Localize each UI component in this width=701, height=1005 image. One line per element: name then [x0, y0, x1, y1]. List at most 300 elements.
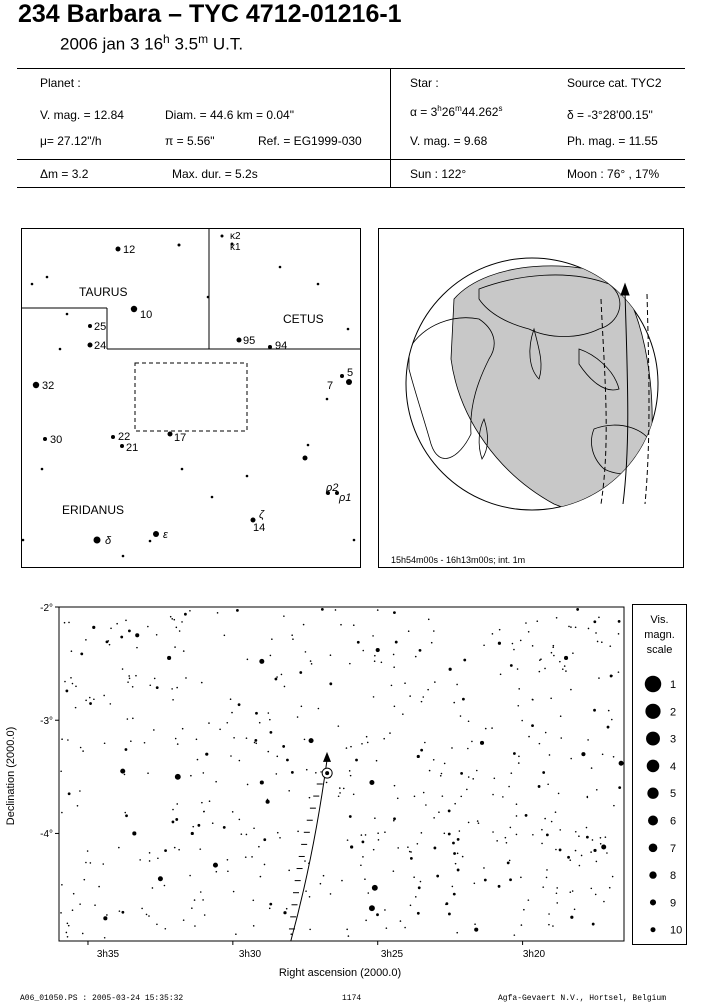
faint-star [72, 909, 74, 911]
legend-label: 3 [670, 733, 677, 746]
legend-dot [651, 927, 656, 932]
faint-star [570, 689, 572, 691]
faint-star [71, 650, 73, 652]
faint-star [550, 697, 552, 699]
faint-star [556, 617, 558, 619]
faint-star [575, 831, 577, 833]
faint-star [539, 743, 541, 745]
info-bottom-rule [17, 187, 685, 188]
chart-star [92, 626, 95, 629]
star-label: ε [163, 529, 168, 541]
faint-star [330, 893, 332, 895]
faint-star [226, 722, 228, 724]
legend-dot [649, 871, 656, 878]
star-dot [268, 345, 272, 349]
faint-star [68, 622, 70, 624]
star-dot [221, 235, 224, 238]
faint-star [409, 695, 411, 697]
faint-star [255, 743, 257, 745]
faint-star [106, 914, 108, 916]
faint-star [361, 834, 363, 836]
faint-star [216, 871, 218, 873]
faint-star [542, 886, 544, 888]
faint-star [315, 772, 317, 774]
faint-star [148, 915, 150, 917]
faint-star [338, 725, 340, 727]
faint-star [516, 815, 518, 817]
faint-star [516, 834, 518, 836]
star-dot [307, 444, 310, 447]
faint-star [343, 788, 345, 790]
faint-star [233, 891, 235, 893]
star-label: 10 [140, 309, 153, 321]
event-datetime [60, 32, 243, 55]
faint-star [170, 616, 172, 618]
legend-label: 5 [670, 788, 677, 801]
faint-star [329, 682, 332, 685]
faint-star [541, 843, 543, 845]
faint-star [182, 728, 184, 730]
faint-star [217, 612, 219, 614]
legend-dot [650, 899, 656, 905]
star-dot [178, 244, 181, 247]
faint-star [453, 852, 456, 855]
faint-star [612, 876, 614, 878]
faint-star [592, 839, 594, 841]
faint-star [165, 928, 167, 930]
faint-star [457, 853, 459, 855]
chart-star [213, 863, 218, 868]
faint-star [424, 742, 426, 744]
faint-star [590, 851, 592, 853]
faint-star [60, 770, 62, 772]
faint-star [190, 775, 192, 777]
page-title: 234 Barbara – TYC 4712-01216-1 [18, 0, 402, 28]
faint-star [66, 932, 68, 934]
star-label: 12 [123, 244, 136, 256]
faint-star [60, 912, 62, 914]
faint-star [502, 796, 504, 798]
faint-star [132, 718, 134, 720]
legend-label: 6 [670, 815, 677, 828]
faint-star [559, 829, 561, 831]
faint-star [203, 772, 205, 774]
faint-star [545, 732, 547, 734]
faint-star [410, 851, 412, 853]
chart-star [120, 769, 125, 774]
faint-star [404, 682, 406, 684]
faint-star [154, 678, 156, 680]
faint-star [152, 887, 154, 889]
event-minutes: 3.5 [169, 34, 199, 54]
faint-star [598, 677, 600, 679]
faint-star [350, 775, 352, 777]
faint-star [595, 632, 597, 634]
faint-star [128, 675, 130, 677]
faint-star [556, 887, 558, 889]
faint-star [121, 911, 124, 914]
faint-star [185, 677, 187, 679]
star-label: 32 [42, 380, 55, 392]
faint-star [277, 832, 279, 834]
faint-star [440, 775, 442, 777]
faint-star [67, 739, 69, 741]
faint-star [197, 824, 200, 827]
faint-star [204, 914, 206, 916]
faint-star [141, 908, 143, 910]
faint-star [552, 925, 554, 927]
faint-star [258, 846, 260, 848]
info-top-rule [17, 68, 685, 69]
faint-star [130, 740, 132, 742]
faint-star [393, 870, 395, 872]
faint-star [553, 645, 555, 647]
faint-star [139, 859, 141, 861]
star-dot [59, 348, 62, 351]
faint-star [230, 755, 232, 757]
star-label: 22 [118, 431, 131, 443]
faint-star [618, 633, 620, 635]
faint-star [179, 630, 181, 632]
faint-star [520, 640, 522, 642]
faint-star [496, 840, 498, 842]
chart-star [205, 753, 208, 756]
chart-star [372, 885, 378, 891]
faint-star [286, 759, 289, 762]
faint-star [453, 893, 456, 896]
star-dot [116, 247, 121, 252]
faint-star [452, 842, 455, 845]
faint-star [389, 732, 391, 734]
faint-star [153, 729, 155, 731]
faint-star [477, 820, 479, 822]
chart-star [167, 656, 171, 660]
faint-star [178, 849, 180, 851]
faint-star [513, 752, 516, 755]
faint-star [558, 793, 560, 795]
faint-star [103, 695, 105, 697]
detail-star-chart [0, 596, 701, 986]
star-dot [88, 324, 92, 328]
faint-star [64, 622, 66, 624]
faint-star [365, 920, 367, 922]
footer-credit: Agfa-Gevaert N.V., Hortsel, Belgium [498, 994, 667, 1003]
constellation-eridanus: ERIDANUS [62, 503, 125, 517]
faint-star [532, 645, 534, 647]
planet-heading: Planet : [40, 76, 81, 90]
faint-star [548, 913, 550, 915]
faint-star [80, 747, 82, 749]
faint-star [460, 715, 462, 717]
alpha-sec: 44.262 [461, 105, 499, 119]
chart-star [593, 849, 596, 852]
faint-star [431, 642, 433, 644]
faint-star [442, 795, 444, 797]
faint-star [574, 909, 576, 911]
faint-star [506, 842, 508, 844]
faint-star [85, 639, 87, 641]
faint-star [212, 822, 214, 824]
faint-star [309, 929, 311, 931]
faint-star [176, 803, 178, 805]
alpha-m: m [455, 104, 462, 113]
xtick-label: 3h20 [522, 949, 546, 960]
faint-star [517, 705, 519, 707]
faint-star [608, 710, 610, 712]
faint-star [311, 663, 313, 665]
star-label: ρ2 [326, 482, 339, 494]
faint-star [284, 686, 286, 688]
faint-star [172, 809, 174, 811]
info-mid-rule [17, 159, 685, 160]
faint-star [326, 782, 328, 784]
faint-star [410, 904, 412, 906]
faint-star [551, 652, 553, 654]
faint-star [400, 920, 402, 922]
faint-star [454, 803, 456, 805]
alpha-prefix: α = 3 [410, 105, 438, 119]
faint-star [241, 833, 243, 835]
faint-star [420, 749, 423, 752]
faint-star [609, 887, 611, 889]
star-dot [131, 306, 137, 312]
faint-star [110, 628, 112, 630]
faint-star [122, 668, 124, 670]
faint-star [297, 831, 299, 833]
faint-star [410, 857, 413, 860]
faint-star [276, 773, 278, 775]
faint-star [353, 624, 355, 626]
faint-star [172, 699, 174, 701]
faint-star [448, 913, 451, 916]
faint-star [421, 701, 423, 703]
faint-star [494, 777, 496, 779]
faint-star [201, 682, 203, 684]
faint-star [357, 641, 360, 644]
chart-star [350, 845, 353, 848]
faint-star [539, 671, 541, 673]
faint-star [597, 641, 599, 643]
star-source: Source cat. TYC2 [567, 76, 662, 90]
legend-title-line: magn. [644, 629, 675, 641]
faint-star [498, 885, 501, 888]
star-dot [120, 444, 124, 448]
faint-star [598, 617, 600, 619]
faint-star [448, 810, 451, 813]
faint-star [586, 827, 588, 829]
faint-star [419, 649, 422, 652]
faint-star [171, 618, 173, 620]
star-dot [66, 313, 69, 316]
faint-star [483, 867, 485, 869]
faint-star [61, 738, 63, 740]
faint-star [468, 776, 470, 778]
faint-star [559, 849, 562, 852]
faint-star [459, 830, 461, 832]
faint-star [516, 803, 518, 805]
faint-star [85, 862, 87, 864]
faint-star [360, 864, 362, 866]
faint-star [176, 687, 178, 689]
faint-star [270, 655, 272, 657]
xtick-label: 3h25 [380, 949, 404, 960]
faint-star [303, 624, 305, 626]
delta-mag: Δm = 3.2 [40, 167, 89, 181]
faint-star [67, 936, 69, 938]
faint-star [436, 875, 439, 878]
faint-star [377, 832, 379, 834]
faint-star [318, 708, 320, 710]
faint-star [346, 747, 348, 749]
faint-star [551, 821, 553, 823]
legend-label: 9 [670, 897, 677, 910]
faint-star [460, 796, 462, 798]
faint-star [417, 843, 419, 845]
faint-star [393, 666, 395, 668]
legend-title-line: Vis. [650, 614, 669, 626]
faint-star [85, 700, 87, 702]
faint-star [301, 706, 303, 708]
faint-star [423, 792, 425, 794]
faint-star [305, 651, 307, 653]
star-delta: δ = -3°28'00.15" [567, 108, 653, 122]
faint-star [538, 785, 541, 788]
faint-star [468, 720, 470, 722]
star-dot [317, 283, 320, 286]
faint-star [362, 650, 364, 652]
globe-caption: 15h54m00s - 16h13m00s; int. 1m [391, 555, 526, 565]
faint-star [304, 739, 306, 741]
faint-star [349, 770, 351, 772]
faint-star [586, 836, 589, 839]
faint-star [309, 797, 311, 799]
faint-star [560, 737, 562, 739]
faint-star [404, 927, 406, 929]
faint-star [125, 620, 127, 622]
faint-star [510, 664, 513, 667]
field-rectangle [135, 363, 247, 431]
planet-vmag: V. mag. = 12.84 [40, 108, 124, 122]
faint-star [451, 747, 453, 749]
faint-star [474, 923, 476, 925]
faint-star [548, 924, 550, 926]
legend-svg [633, 605, 686, 944]
faint-star [61, 812, 63, 814]
chart-star [619, 761, 624, 766]
faint-star [304, 860, 306, 862]
faint-star [434, 847, 437, 850]
faint-star [70, 677, 72, 679]
faint-star [239, 760, 241, 762]
faint-star [588, 628, 590, 630]
faint-star [542, 771, 545, 774]
faint-star [417, 912, 420, 915]
faint-star [601, 641, 603, 643]
faint-star [555, 849, 557, 851]
star-label: 25 [94, 321, 107, 333]
star-dot [279, 266, 282, 269]
faint-star [291, 634, 293, 636]
faint-star [127, 681, 129, 683]
faint-star [321, 608, 324, 611]
event-date: 2006 jan 3 16 [60, 34, 164, 54]
faint-star [531, 724, 534, 727]
faint-star [269, 719, 271, 721]
faint-star [592, 923, 595, 926]
faint-star [618, 786, 621, 789]
faint-star [199, 848, 201, 850]
faint-star [149, 852, 151, 854]
faint-star [433, 630, 435, 632]
faint-star [361, 743, 363, 745]
faint-star [263, 838, 266, 841]
faint-star [310, 660, 312, 662]
faint-star [513, 649, 515, 651]
faint-star [600, 837, 602, 839]
direction-arrow [621, 284, 629, 295]
faint-star [118, 847, 120, 849]
faint-star [377, 609, 379, 611]
faint-star [176, 627, 178, 629]
xtick-label: 3h35 [96, 949, 120, 960]
faint-star [191, 907, 193, 909]
faint-star [618, 671, 620, 673]
faint-star [478, 822, 480, 824]
faint-star [189, 875, 191, 877]
faint-star [547, 783, 549, 785]
faint-star [65, 690, 68, 693]
faint-star [132, 686, 134, 688]
chart-star [260, 780, 264, 784]
faint-star [82, 933, 84, 935]
faint-star [492, 794, 494, 796]
finder-star-labels [42, 231, 353, 547]
footer-page: 1174 [342, 994, 362, 1003]
hour-unit: h [163, 32, 170, 46]
faint-star [192, 826, 194, 828]
faint-star [578, 835, 580, 837]
faint-star [373, 849, 375, 851]
faint-star [232, 811, 234, 813]
faint-star [499, 629, 501, 631]
star-dot [346, 379, 352, 385]
faint-star [471, 741, 473, 743]
star-label: 95 [243, 335, 256, 347]
star-dot [153, 531, 159, 537]
constellation-cetus: CETUS [283, 312, 324, 326]
ytick-label: -4° [40, 829, 53, 840]
faint-star [227, 859, 229, 861]
faint-star [128, 629, 131, 632]
legend-dot [648, 816, 658, 826]
faint-star [456, 684, 458, 686]
faint-star [77, 805, 79, 807]
ytick-label: -3° [40, 716, 53, 727]
faint-star [135, 675, 137, 677]
faint-star [255, 712, 258, 715]
faint-star [559, 661, 561, 663]
faint-star [61, 884, 63, 886]
faint-star [348, 935, 350, 937]
faint-star [239, 819, 241, 821]
faint-star [492, 633, 494, 635]
ut-label: U.T. [208, 34, 244, 54]
faint-star [518, 756, 520, 758]
faint-star [539, 659, 541, 661]
planet-diam: Diam. = 44.6 km = 0.04" [165, 108, 294, 122]
faint-star [110, 703, 112, 705]
faint-star [409, 851, 411, 853]
